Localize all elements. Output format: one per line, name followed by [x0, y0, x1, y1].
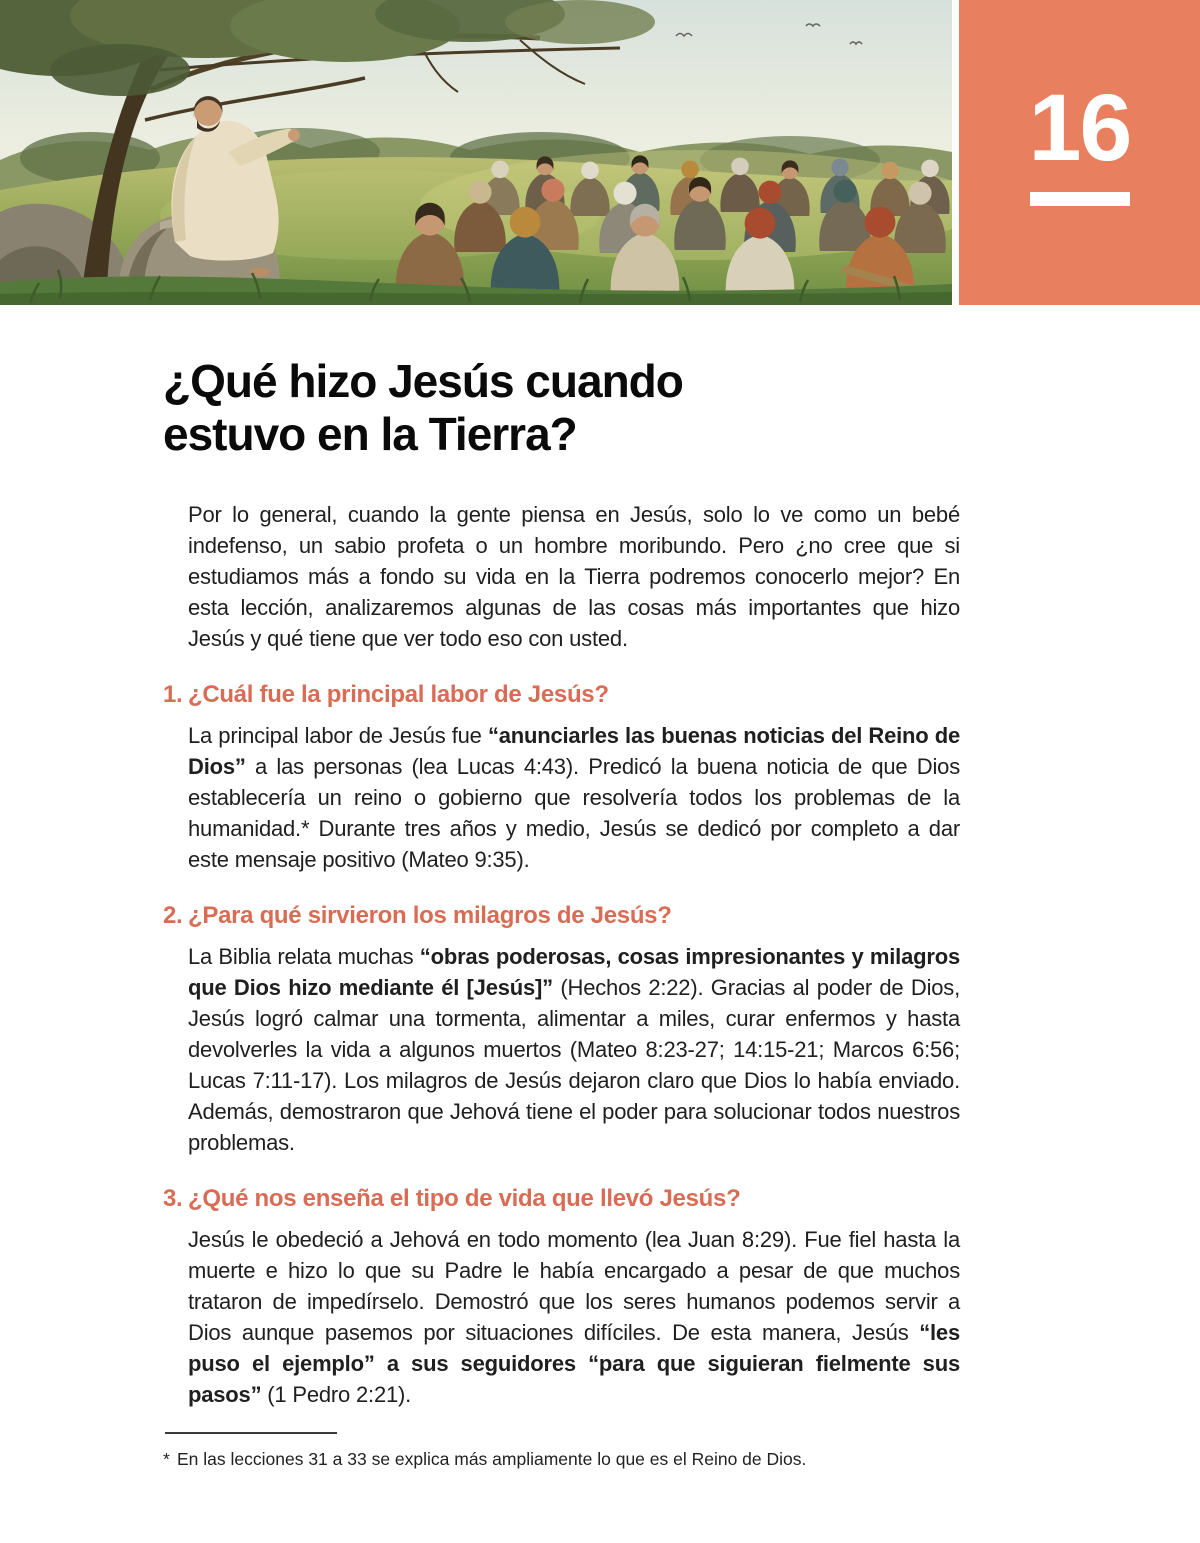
page-title: [163, 355, 960, 461]
section-2-heading-text: ¿Para qué sirvieron los milagros de Jesús?: [188, 902, 672, 929]
section-1-number: 1.: [163, 681, 183, 708]
lesson-number-badge: [959, 0, 1200, 305]
section-3-number: 3.: [163, 1185, 183, 1212]
hero-photo-illustration: [0, 0, 952, 305]
lesson-number-underline: [1030, 192, 1130, 206]
section-1-heading-text: ¿Cuál fue la principal labor de Jesús?: [188, 681, 609, 708]
section-3-heading: [163, 1184, 960, 1213]
page-title-line1: ¿Qué hizo Jesús cuando: [163, 355, 683, 407]
section-2-paragraph: La Biblia relata muchas “obras poderosas, cosas impresionantes y milagros que Dios hizo mediante él [Jesús]” (Hechos 2:22). Gracias al poder de Dios, Jesús logró calmar una tormenta, alimentar a miles, curar enfermos y hasta devolverles la vida a algunos muertos (Mateo 8:23-27; 14:15-21; Marcos 6:56; Lucas 7:11-17). Los milagros de Jesús dejaron claro que Dios lo había enviado. Además, demostraron que Jehová tiene el poder para solucionar todos nuestros problemas.: [188, 944, 961, 1155]
section-1-heading: [163, 680, 960, 709]
lesson-section-1: [163, 680, 960, 875]
intro-paragraph: Por lo general, cuando la gente piensa en Jesús, solo lo ve como un bebé indefenso, un sabio profeta o un hombre moribundo. Pero ¿no cree que si estudiamos más a fondo su vida en la Tierra podremos conocerlo mejor? En esta lección, analizaremos algunas de las cosas más importantes que hizo Jesús y qué tiene que ver todo eso con usted.: [188, 502, 960, 651]
page-title-line2: estuvo en la Tierra?: [163, 408, 577, 460]
lesson-section-2: [163, 901, 960, 1158]
section-1-paragraph: La principal labor de Jesús fue “anunciarles las buenas noticias del Reino de Dios” a las personas (lea Lucas 4:43). Predicó la buena noticia de que Dios establecería un reino o gobierno que resolvería todos los problemas de la humanidad.* Durante tres años y medio, Jesús se dedicó por completo a dar este mensaje positivo (Mateo 9:35).: [188, 723, 961, 872]
footnote-text: En las lecciones 31 a 33 se explica más ampliamente lo que es el Reino de Dios.: [177, 1449, 807, 1469]
footnote: [163, 1447, 960, 1471]
section-3-heading-text: ¿Qué nos enseña el tipo de vida que llevó Jesús?: [188, 1185, 741, 1212]
lesson-section-3: [163, 1184, 960, 1410]
lesson-number: 16: [1028, 75, 1131, 181]
hero: [0, 0, 1200, 305]
section-2-number: 2.: [163, 902, 183, 929]
footnote-marker: *: [163, 1449, 170, 1469]
hero-photo: [0, 0, 952, 305]
section-3-paragraph: Jesús le obedeció a Jehová en todo momento (lea Juan 8:29). Fue fiel hasta la muerte e hizo lo que su Padre le había encargado a pesar de que muchos trataron de impedírselo. Demostró que los seres humanos podemos servir a Dios aunque pasemos por situaciones difíciles. De esta manera, Jesús “les puso el ejemplo” a sus seguidores “para que siguieran fielmente sus pasos” (1 Pedro 2:21).: [188, 1227, 960, 1407]
footnote-rule: [165, 1432, 337, 1434]
section-2-heading: [163, 901, 960, 930]
lesson-content: [0, 305, 1200, 1471]
